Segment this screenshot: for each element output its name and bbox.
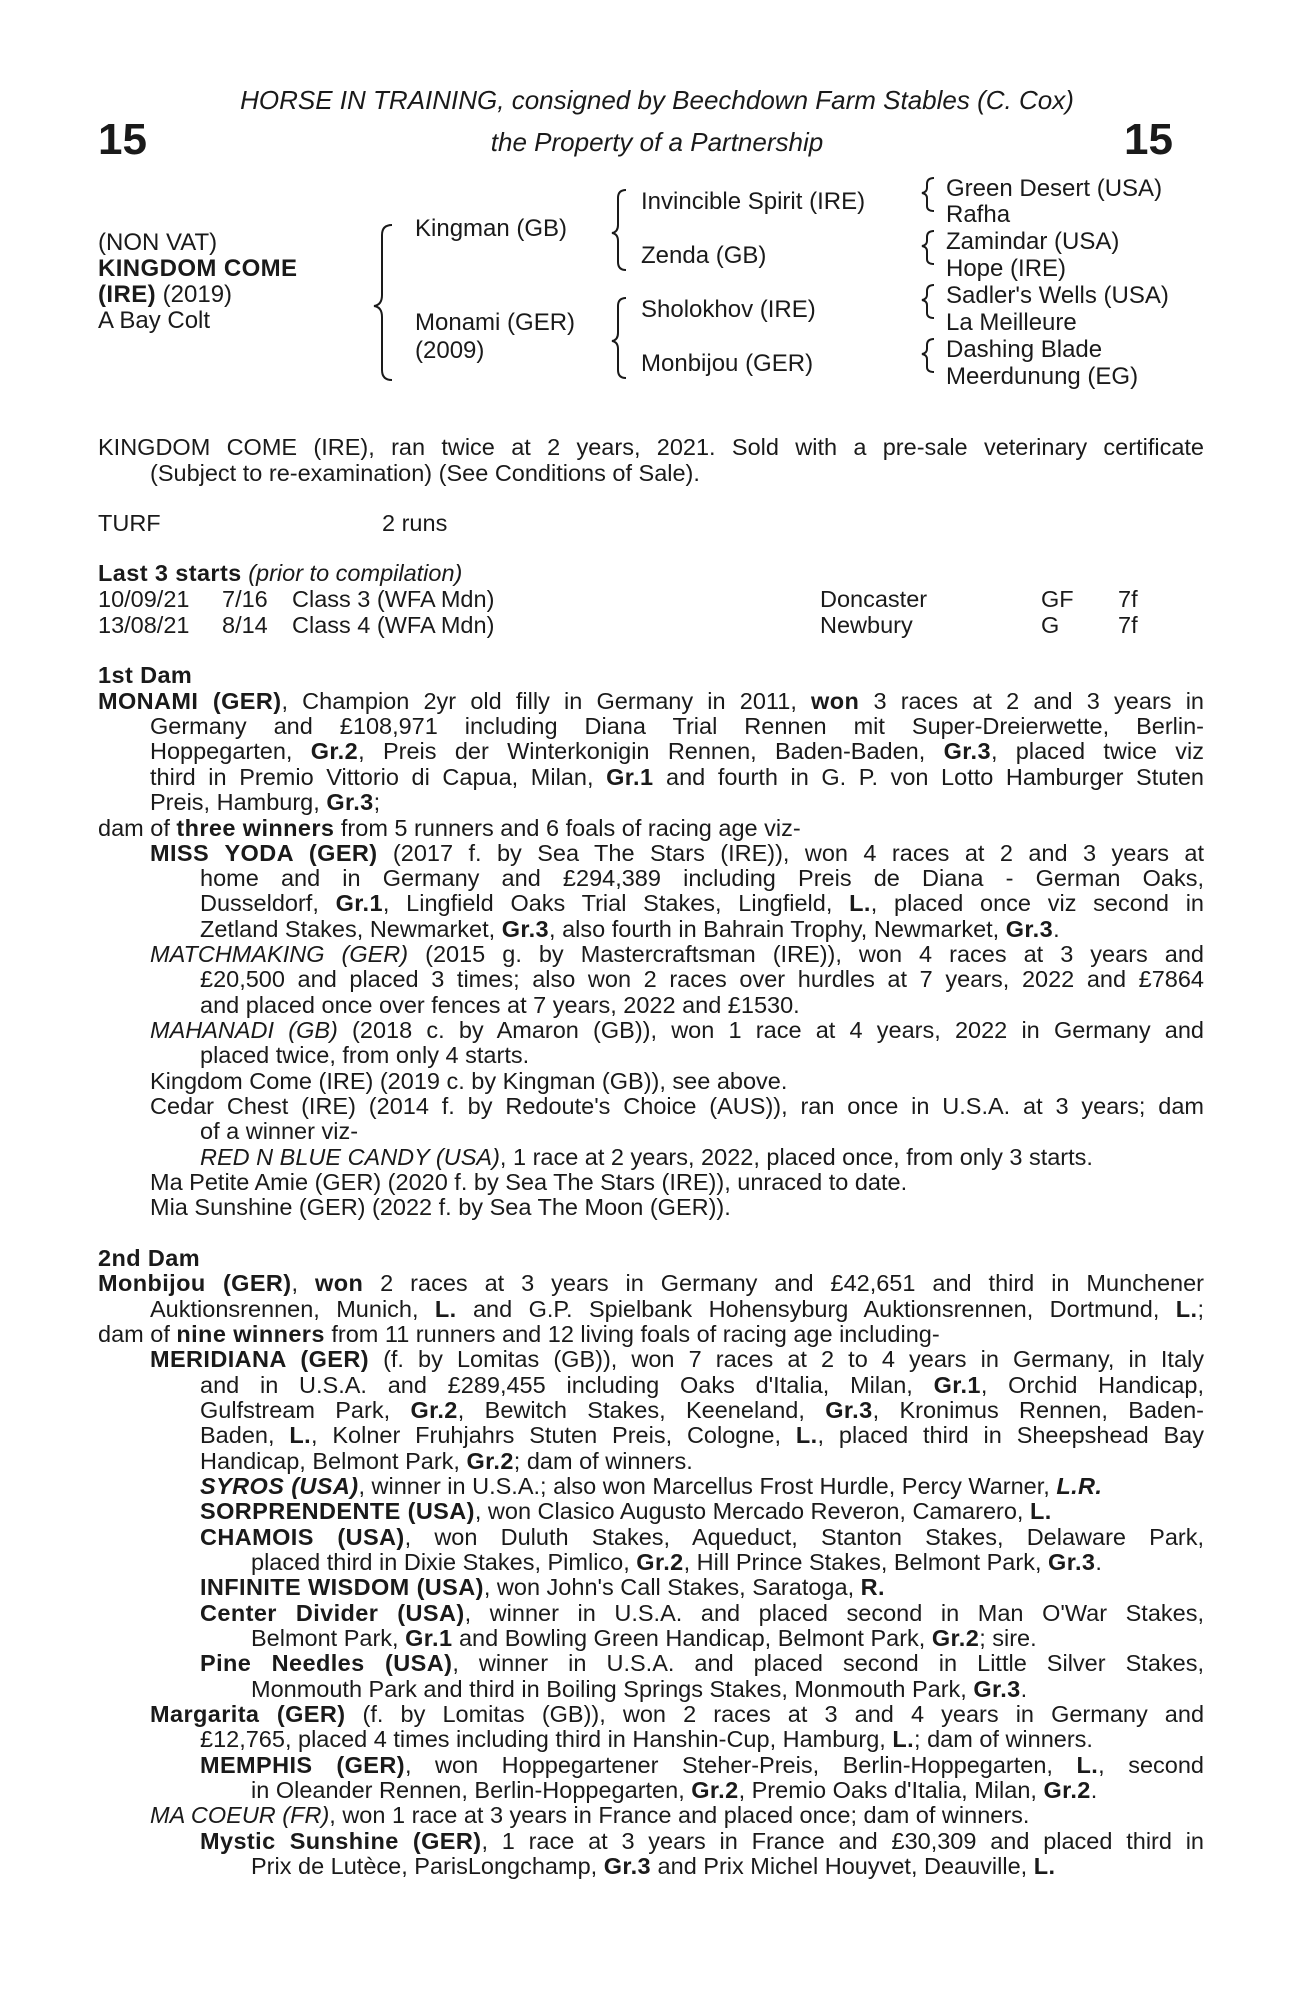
turf-runs: 2 runs <box>382 510 448 536</box>
ma-coeur: MA COEUR (FR), won 1 race at 3 years in France and placed once; dam of winners. <box>150 1802 1030 1828</box>
chamois-line-1: CHAMOIS (USA), won Duluth Stakes, Aqueduct, Stanton Stakes, Delaware Park, <box>200 1524 1204 1550</box>
g-ancestor-2: Rafha <box>946 201 1011 228</box>
meridiana-line-4: Baden, L., Kolner Fruhjahrs Stuten Preis, Cologne, L., placed third in Sheepshead Bay <box>200 1422 1205 1448</box>
vat-status: (NON VAT) <box>98 229 218 256</box>
meridiana-line-1: MERIDIANA (GER) (f. by Lomitas (GB)), won 7 races at 2 to 4 years in Germany, in Italy <box>150 1346 1204 1372</box>
race-row <box>0 587 1314 613</box>
produce-matchmaking-line-3: and placed once over fences at 7 years, 2022 and £1530. <box>200 992 800 1018</box>
race-class: Class 4 (WFA Mdn) <box>292 612 495 638</box>
produce-miss-yoda-line-2: home and in Germany and £294,389 including Preis de Diana - German Oaks, <box>200 865 1204 891</box>
last-starts-heading: Last 3 starts (prior to compilation) <box>98 560 463 586</box>
g-ancestor-6: La Meilleure <box>946 309 1077 336</box>
consignor-line: HORSE IN TRAINING, consigned by Beechdown Farm Stables (C. Cox) <box>240 85 1074 115</box>
produce-cedar-chest-line-2: of a winner viz- <box>200 1118 359 1144</box>
produce-miss-yoda-line-1: MISS YODA (GER) (2017 f. by Sea The Stars (IRE)), won 4 races at 2 and 3 years at <box>150 840 1204 866</box>
race-class: Class 3 (WFA Mdn) <box>292 586 495 612</box>
dam-year: (2009) <box>415 337 485 364</box>
first-dam-line-5: Preis, Hamburg, Gr.3; <box>150 789 381 815</box>
produce-matchmaking-line-1: MATCHMAKING (GER) (2015 g. by Mastercraftsman (IRE)), won 4 races at 3 years and <box>150 941 1204 967</box>
race-distance: 7f <box>1118 586 1138 612</box>
memphis-line-2: in Oleander Rennen, Berlin-Hoppegarten, Gr.2, Premio Oaks d'Italia, Milan, Gr.2. <box>251 1777 1098 1803</box>
second-dam-heading: 2nd Dam <box>98 1245 201 1271</box>
second-dam-line-2: Auktionsrennen, Munich, L. and G.P. Spielbank Hohensyburg Auktionsrennen, Dortmund, L.; <box>150 1296 1204 1322</box>
first-dam-line-4: third in Premio Vittorio di Capua, Milan, Gr.1 and fourth in G. P. von Lotto Hamburger Stuten <box>150 764 1204 790</box>
produce-matchmaking-line-2: £20,500 and placed 3 times; also won 2 races over hurdles at 7 years, 2022 and £7864 <box>200 966 1204 992</box>
horse-country-year: (IRE) (2019) <box>98 281 233 308</box>
race-date: 10/09/21 <box>98 586 190 612</box>
produce-kingdom-come: Kingdom Come (IRE) (2019 c. by Kingman (GB)), see above. <box>150 1068 788 1094</box>
pine-needles-line-1: Pine Needles (USA), winner in U.S.A. and placed second in Little Silver Stakes, <box>200 1650 1204 1676</box>
produce-red-n-blue-candy: RED N BLUE CANDY (USA), 1 race at 2 years, 2022, placed once, from only 3 starts. <box>200 1144 1093 1170</box>
first-dam-line-1: MONAMI (GER), Champion 2yr old filly in Germany in 2011, won 3 races at 2 and 3 years in <box>98 688 1204 714</box>
second-dam-line-1: Monbijou (GER), won 2 races at 3 years in Germany and £42,651 and third in Munchener <box>98 1270 1204 1296</box>
turf-label: TURF <box>98 510 161 536</box>
first-dam-line-2: Germany and £108,971 including Diana Trial Rennen mit Super-Dreierwette, Berlin- <box>150 713 1204 739</box>
sire-dam: Zenda (GB) <box>641 242 767 269</box>
dam: Monami (GER) <box>415 309 576 336</box>
race-distance: 7f <box>1118 612 1138 638</box>
produce-miss-yoda-line-4: Zetland Stakes, Newmarket, Gr.3, also fourth in Bahrain Trophy, Newmarket, Gr.3. <box>200 916 1060 942</box>
g-ancestor-7: Dashing Blade <box>946 336 1103 363</box>
lot-number-right: 15 <box>1124 115 1173 164</box>
center-divider-line-2: Belmont Park, Gr.1 and Bowling Green Handicap, Belmont Park, Gr.2; sire. <box>251 1625 1037 1651</box>
produce-mia-sunshine: Mia Sunshine (GER) (2022 f. by Sea The Moon (GER)). <box>150 1194 731 1220</box>
horse-description: A Bay Colt <box>98 307 211 334</box>
horse-name: KINGDOM COME <box>98 255 298 282</box>
center-divider-line-1: Center Divider (USA), winner in U.S.A. and placed second in Man O'War Stakes, <box>200 1600 1205 1626</box>
race-going: G <box>1041 612 1060 638</box>
dam-dam: Monbijou (GER) <box>641 350 814 377</box>
race-date: 13/08/21 <box>98 612 190 638</box>
syros: SYROS (USA), winner in U.S.A.; also won Marcellus Frost Hurdle, Percy Warner, L.R. <box>200 1473 1103 1499</box>
infinite-wisdom: INFINITE WISDOM (USA), won John's Call Stakes, Saratoga, R. <box>200 1574 885 1600</box>
produce-miss-yoda-line-3: Dusseldorf, Gr.1, Lingfield Oaks Trial Stakes, Lingfield, L., placed once viz second in <box>200 890 1204 916</box>
memphis-line-1: MEMPHIS (GER), won Hoppegartener Steher-Preis, Berlin-Hoppegarten, L., second <box>200 1752 1205 1778</box>
summary-line-1: KINGDOM COME (IRE), ran twice at 2 years, 2021. Sold with a pre-sale veterinary certificate <box>98 434 1204 460</box>
produce-mahanadi-line-1: MAHANADI (GB) (2018 c. by Amaron (GB)), won 1 race at 4 years, 2022 in Germany and <box>150 1017 1204 1043</box>
sorprendente: SORPRENDENTE (USA), won Clasico Augusto Mercado Reveron, Camarero, L. <box>200 1498 1052 1524</box>
lot-number-left: 15 <box>98 115 147 164</box>
meridiana-line-5: Handicap, Belmont Park, Gr.2; dam of winners. <box>200 1448 693 1474</box>
produce-ma-petite-amie: Ma Petite Amie (GER) (2020 f. by Sea The Stars (IRE)), unraced to date. <box>150 1169 908 1195</box>
race-going: GF <box>1041 586 1074 612</box>
race-course: Doncaster <box>820 586 928 612</box>
margarita-line-2: £12,765, placed 4 times including third in Hanshin-Cup, Hamburg, L.; dam of winners. <box>200 1726 1093 1752</box>
first-dam-line-3: Hoppegarten, Gr.2, Preis der Winterkonigin Rennen, Baden-Baden, Gr.3, placed twice viz <box>150 738 1204 764</box>
g-ancestor-8: Meerdunung (EG) <box>946 363 1139 390</box>
first-dam-produce-intro: dam of three winners from 5 runners and 6 foals of racing age viz- <box>98 815 801 841</box>
sire-sire: Invincible Spirit (IRE) <box>641 188 866 215</box>
pine-needles-line-2: Monmouth Park and third in Boiling Springs Stakes, Monmouth Park, Gr.3. <box>251 1676 1028 1702</box>
g-ancestor-4: Hope (IRE) <box>946 255 1067 282</box>
race-course: Newbury <box>820 612 913 638</box>
g-ancestor-1: Green Desert (USA) <box>946 175 1163 202</box>
produce-mahanadi-line-2: placed twice, from only 4 starts. <box>200 1042 530 1068</box>
produce-cedar-chest-line-1: Cedar Chest (IRE) (2014 f. by Redoute's Choice (AUS)), ran once in U.S.A. at 3 years; dam <box>150 1093 1204 1119</box>
mystic-sunshine-line-2: Prix de Lutèce, ParisLongchamp, Gr.3 and Prix Michel Houyvet, Deauville, L. <box>251 1853 1056 1879</box>
chamois-line-2: placed third in Dixie Stakes, Pimlico, Gr.2, Hill Prince Stakes, Belmont Park, Gr.3. <box>251 1549 1102 1575</box>
meridiana-line-2: and in U.S.A. and £289,455 including Oaks d'Italia, Milan, Gr.1, Orchid Handicap, <box>200 1372 1204 1398</box>
dam-sire: Sholokhov (IRE) <box>641 296 816 323</box>
g-ancestor-3: Zamindar (USA) <box>946 228 1120 255</box>
mystic-sunshine-line-1: Mystic Sunshine (GER), 1 race at 3 years in France and £30,309 and placed third in <box>200 1828 1205 1854</box>
sire: Kingman (GB) <box>415 215 568 242</box>
margarita-line-1: Margarita (GER) (f. by Lomitas (GB)), won 2 races at 3 and 4 years in Germany and <box>150 1701 1205 1727</box>
summary-line-2: (Subject to re-examination) (See Conditions of Sale). <box>150 460 700 486</box>
meridiana-line-3: Gulfstream Park, Gr.2, Bewitch Stakes, Keeneland, Gr.3, Kronimus Rennen, Baden- <box>200 1397 1205 1423</box>
g-ancestor-5: Sadler's Wells (USA) <box>946 282 1169 309</box>
second-dam-produce-intro: dam of nine winners from 11 runners and 12 living foals of racing age including- <box>98 1321 940 1347</box>
property-line: the Property of a Partnership <box>490 127 824 157</box>
race-position: 8/14 <box>222 612 268 638</box>
first-dam-heading: 1st Dam <box>98 662 193 688</box>
race-position: 7/16 <box>222 586 268 612</box>
race-row <box>0 613 1314 639</box>
